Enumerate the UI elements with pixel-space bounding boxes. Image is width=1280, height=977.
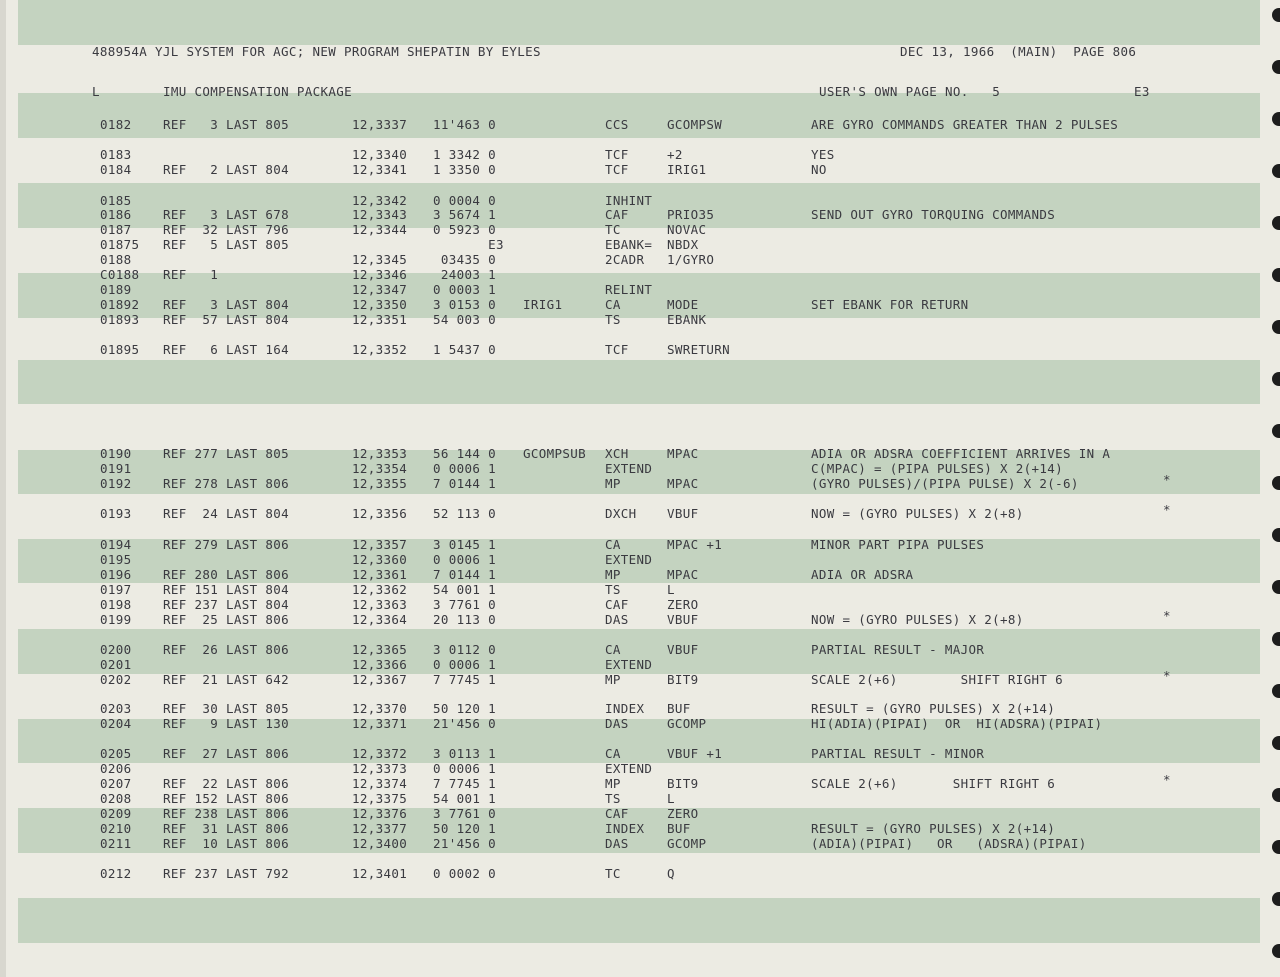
memory-address: 12,3363 <box>352 597 408 612</box>
octal-word: 0 0006 1 <box>433 552 497 567</box>
comment: (GYRO PULSES)/(PIPA PULSE) X 2(-6) <box>811 476 1079 491</box>
change-flag: * <box>1163 608 1171 623</box>
operand: MPAC <box>667 476 699 491</box>
opcode: EBANK= <box>605 237 653 252</box>
location-number: 0200 <box>100 642 132 657</box>
octal-word: 21'456 0 <box>433 836 497 851</box>
octal-word: 7 0144 1 <box>433 567 497 582</box>
opcode: MP <box>605 476 621 491</box>
opcode: CA <box>605 746 621 761</box>
cross-reference: REF 21 LAST 642 <box>163 672 290 687</box>
memory-address: 12,3370 <box>352 701 408 716</box>
opcode: EXTEND <box>605 761 653 776</box>
feed-hole <box>1272 788 1280 802</box>
location-number: 0198 <box>100 597 132 612</box>
location-number: 01892 <box>100 297 140 312</box>
feed-hole <box>1272 944 1280 958</box>
cross-reference: REF 3 LAST 804 <box>163 297 290 312</box>
location-number: 0184 <box>100 162 132 177</box>
opcode: INDEX <box>605 821 645 836</box>
feed-hole <box>1272 216 1280 230</box>
memory-address: 12,3356 <box>352 506 408 521</box>
location-number: 0205 <box>100 746 132 761</box>
memory-address: 12,3344 <box>352 222 408 237</box>
comment: NOW = (GYRO PULSES) X 2(+8) <box>811 506 1024 521</box>
opcode: EXTEND <box>605 657 653 672</box>
opcode: TS <box>605 312 621 327</box>
location-number: 0187 <box>100 222 132 237</box>
cross-reference: REF 151 LAST 804 <box>163 582 290 597</box>
operand: PRIO35 <box>667 207 715 222</box>
operand: IRIG1 <box>667 162 707 177</box>
operand: VBUF +1 <box>667 746 723 761</box>
comment: PARTIAL RESULT - MINOR <box>811 746 985 761</box>
memory-address: 12,3362 <box>352 582 408 597</box>
location-number: 01875 <box>100 237 140 252</box>
feed-hole <box>1272 424 1280 438</box>
location-number: 0203 <box>100 701 132 716</box>
feed-hole <box>1272 840 1280 854</box>
section-code: E3 <box>1134 84 1150 99</box>
cross-reference: REF 10 LAST 806 <box>163 836 290 851</box>
operand: MODE <box>667 297 699 312</box>
location-number: 0190 <box>100 446 132 461</box>
operand: L <box>667 582 675 597</box>
comment: RESULT = (GYRO PULSES) X 2(+14) <box>811 701 1056 716</box>
location-number: 0199 <box>100 612 132 627</box>
location-number: C0188 <box>100 267 140 282</box>
operand: VBUF <box>667 612 699 627</box>
memory-address: 12,3340 <box>352 147 408 162</box>
cross-reference: REF 237 LAST 792 <box>163 866 290 881</box>
greenbar-stripe <box>18 360 1260 404</box>
cross-reference: REF 152 LAST 806 <box>163 791 290 806</box>
octal-word: 0 0006 1 <box>433 657 497 672</box>
location-number: 0186 <box>100 207 132 222</box>
operand: BUF <box>667 821 691 836</box>
change-flag: * <box>1163 772 1171 787</box>
opcode: CAF <box>605 806 629 821</box>
operand: NOVAC <box>667 222 707 237</box>
cross-reference: REF 2 LAST 804 <box>163 162 290 177</box>
opcode: DAS <box>605 836 629 851</box>
label: GCOMPSUB <box>523 446 587 461</box>
octal-word: 20 113 0 <box>433 612 497 627</box>
memory-address: 12,3353 <box>352 446 408 461</box>
octal-word: 03435 0 <box>433 252 497 267</box>
octal-word: 3 7761 0 <box>433 806 497 821</box>
memory-address: 12,3366 <box>352 657 408 672</box>
operand: Q <box>667 866 675 881</box>
cross-reference: REF 32 LAST 796 <box>163 222 290 237</box>
feed-hole <box>1272 164 1280 178</box>
location-number: 0202 <box>100 672 132 687</box>
memory-address: 12,3351 <box>352 312 408 327</box>
cross-reference: REF 57 LAST 804 <box>163 312 290 327</box>
operand: GCOMP <box>667 836 707 851</box>
cross-reference: REF 280 LAST 806 <box>163 567 290 582</box>
cross-reference: REF 277 LAST 805 <box>163 446 290 461</box>
location-number: 0182 <box>100 117 132 132</box>
cross-reference: REF 3 LAST 805 <box>163 117 290 132</box>
memory-address: 12,3376 <box>352 806 408 821</box>
location-number: 0204 <box>100 716 132 731</box>
cross-reference: REF 22 LAST 806 <box>163 776 290 791</box>
location-number: 0192 <box>100 476 132 491</box>
cross-reference: REF 6 LAST 164 <box>163 342 290 357</box>
opcode: CA <box>605 537 621 552</box>
comment: ADIA OR ADSRA <box>811 567 914 582</box>
location-number: 0188 <box>100 252 132 267</box>
comment: (ADIA)(PIPAI) OR (ADSRA)(PIPAI) <box>811 836 1087 851</box>
comment: ADIA OR ADSRA COEFFICIENT ARRIVES IN A <box>811 446 1111 461</box>
opcode: MP <box>605 776 621 791</box>
location-number: 0197 <box>100 582 132 597</box>
octal-word: 0 0002 0 <box>433 866 497 881</box>
operand: MPAC <box>667 446 699 461</box>
operand: BUF <box>667 701 691 716</box>
location-number: 01895 <box>100 342 140 357</box>
users-page-number: USER'S OWN PAGE NO. 5 <box>819 84 1001 99</box>
comment: ARE GYRO COMMANDS GREATER THAN 2 PULSES <box>811 117 1119 132</box>
feed-hole <box>1272 320 1280 334</box>
operand: ZERO <box>667 806 699 821</box>
memory-address: 12,3373 <box>352 761 408 776</box>
memory-address: 12,3347 <box>352 282 408 297</box>
location-number: 0211 <box>100 836 132 851</box>
octal-word: 0 0006 1 <box>433 461 497 476</box>
opcode: TS <box>605 582 621 597</box>
opcode: 2CADR <box>605 252 645 267</box>
cross-reference: REF 5 LAST 805 <box>163 237 290 252</box>
octal-word: 1 5437 0 <box>433 342 497 357</box>
operand: ZERO <box>667 597 699 612</box>
operand: 1/GYRO <box>667 252 715 267</box>
location-number: 0207 <box>100 776 132 791</box>
octal-word: 56 144 0 <box>433 446 497 461</box>
greenbar-stripe <box>18 898 1260 943</box>
memory-address: 12,3337 <box>352 117 408 132</box>
section-title: IMU COMPENSATION PACKAGE <box>163 84 353 99</box>
page-edge <box>0 0 6 977</box>
location-number: 01893 <box>100 312 140 327</box>
cross-reference: REF 9 LAST 130 <box>163 716 290 731</box>
change-flag: * <box>1163 502 1171 517</box>
label: IRIG1 <box>523 297 563 312</box>
change-flag: * <box>1163 472 1171 487</box>
cross-reference: REF 24 LAST 804 <box>163 506 290 521</box>
cross-reference: REF 31 LAST 806 <box>163 821 290 836</box>
opcode: CAF <box>605 207 629 222</box>
opcode: DXCH <box>605 506 637 521</box>
cross-reference: REF 30 LAST 805 <box>163 701 290 716</box>
memory-address: 12,3365 <box>352 642 408 657</box>
location-number: 0189 <box>100 282 132 297</box>
memory-address: 12,3374 <box>352 776 408 791</box>
octal-word: 50 120 1 <box>433 701 497 716</box>
feed-hole <box>1272 736 1280 750</box>
comment: C(MPAC) = (PIPA PULSES) X 2(+14) <box>811 461 1064 476</box>
memory-address: 12,3341 <box>352 162 408 177</box>
memory-address: 12,3357 <box>352 537 408 552</box>
greenbar-stripe <box>18 0 1260 45</box>
location-number: 0194 <box>100 537 132 552</box>
feed-hole <box>1272 632 1280 646</box>
opcode: INDEX <box>605 701 645 716</box>
cross-reference: REF 1 <box>163 267 219 282</box>
listing-flag: L <box>92 84 100 99</box>
opcode: TC <box>605 222 621 237</box>
opcode: MP <box>605 567 621 582</box>
listing-title: 488954A YJL SYSTEM FOR AGC; NEW PROGRAM SHEPATIN BY EYLES <box>92 44 541 59</box>
operand: NBDX <box>667 237 699 252</box>
feed-hole <box>1272 476 1280 490</box>
memory-address: 12,3346 <box>352 267 408 282</box>
operand: VBUF <box>667 642 699 657</box>
operand: BIT9 <box>667 776 699 791</box>
feed-hole <box>1272 60 1280 74</box>
comment: SCALE 2(+6) SHIFT RIGHT 6 <box>811 672 1064 687</box>
memory-address: 12,3352 <box>352 342 408 357</box>
cross-reference: REF 25 LAST 806 <box>163 612 290 627</box>
comment: SEND OUT GYRO TORQUING COMMANDS <box>811 207 1056 222</box>
comment: PARTIAL RESULT - MAJOR <box>811 642 985 657</box>
comment: MINOR PART PIPA PULSES <box>811 537 985 552</box>
opcode: DAS <box>605 716 629 731</box>
octal-word: 3 7761 0 <box>433 597 497 612</box>
location-number: 0212 <box>100 866 132 881</box>
octal-word: 7 0144 1 <box>433 476 497 491</box>
operand: BIT9 <box>667 672 699 687</box>
octal-word: 0 5923 0 <box>433 222 497 237</box>
opcode: MP <box>605 672 621 687</box>
operand: MPAC <box>667 567 699 582</box>
octal-word: 11'463 0 <box>433 117 497 132</box>
operand: MPAC +1 <box>667 537 723 552</box>
memory-address: 12,3364 <box>352 612 408 627</box>
memory-address: 12,3375 <box>352 791 408 806</box>
location-number: 0208 <box>100 791 132 806</box>
memory-address: 12,3367 <box>352 672 408 687</box>
opcode: CCS <box>605 117 629 132</box>
octal-word: 0 0003 1 <box>433 282 497 297</box>
opcode: INHINT <box>605 193 653 208</box>
octal-word: E3 <box>433 237 504 252</box>
location-number: 0201 <box>100 657 132 672</box>
location-number: 0183 <box>100 147 132 162</box>
octal-word: 3 0113 1 <box>433 746 497 761</box>
opcode: EXTEND <box>605 552 653 567</box>
location-number: 0191 <box>100 461 132 476</box>
feed-hole <box>1272 684 1280 698</box>
cross-reference: REF 279 LAST 806 <box>163 537 290 552</box>
octal-word: 54 001 1 <box>433 791 497 806</box>
memory-address: 12,3360 <box>352 552 408 567</box>
feed-hole <box>1272 8 1280 22</box>
feed-hole <box>1272 580 1280 594</box>
operand: L <box>667 791 675 806</box>
memory-address: 12,3355 <box>352 476 408 491</box>
operand: GCOMP <box>667 716 707 731</box>
opcode: RELINT <box>605 282 653 297</box>
memory-address: 12,3345 <box>352 252 408 267</box>
comment: HI(ADIA)(PIPAI) OR HI(ADSRA)(PIPAI) <box>811 716 1103 731</box>
location-number: 0196 <box>100 567 132 582</box>
opcode: TCF <box>605 162 629 177</box>
opcode: EXTEND <box>605 461 653 476</box>
comment: SCALE 2(+6) SHIFT RIGHT 6 <box>811 776 1056 791</box>
memory-address: 12,3350 <box>352 297 408 312</box>
location-number: 0206 <box>100 761 132 776</box>
memory-address: 12,3354 <box>352 461 408 476</box>
octal-word: 54 003 0 <box>433 312 497 327</box>
octal-word: 21'456 0 <box>433 716 497 731</box>
octal-word: 0 0004 0 <box>433 193 497 208</box>
opcode: TCF <box>605 147 629 162</box>
memory-address: 12,3343 <box>352 207 408 222</box>
location-number: 0193 <box>100 506 132 521</box>
octal-word: 3 5674 1 <box>433 207 497 222</box>
change-flag: * <box>1163 668 1171 683</box>
octal-word: 50 120 1 <box>433 821 497 836</box>
location-number: 0210 <box>100 821 132 836</box>
date-and-page: DEC 13, 1966 (MAIN) PAGE 806 <box>900 44 1137 59</box>
comment: NO <box>811 162 827 177</box>
memory-address: 12,3372 <box>352 746 408 761</box>
memory-address: 12,3401 <box>352 866 408 881</box>
location-number: 0185 <box>100 193 132 208</box>
opcode: TCF <box>605 342 629 357</box>
operand: SWRETURN <box>667 342 731 357</box>
opcode: DAS <box>605 612 629 627</box>
location-number: 0209 <box>100 806 132 821</box>
octal-word: 52 113 0 <box>433 506 497 521</box>
opcode: CA <box>605 297 621 312</box>
comment: NOW = (GYRO PULSES) X 2(+8) <box>811 612 1024 627</box>
octal-word: 54 001 1 <box>433 582 497 597</box>
octal-word: 7 7745 1 <box>433 672 497 687</box>
memory-address: 12,3371 <box>352 716 408 731</box>
location-number: 0195 <box>100 552 132 567</box>
operand: GCOMPSW <box>667 117 723 132</box>
feed-hole <box>1272 112 1280 126</box>
cross-reference: REF 278 LAST 806 <box>163 476 290 491</box>
octal-word: 1 3350 0 <box>433 162 497 177</box>
octal-word: 24003 1 <box>433 267 497 282</box>
opcode: TS <box>605 791 621 806</box>
octal-word: 1 3342 0 <box>433 147 497 162</box>
cross-reference: REF 26 LAST 806 <box>163 642 290 657</box>
feed-hole <box>1272 268 1280 282</box>
comment: SET EBANK FOR RETURN <box>811 297 969 312</box>
memory-address: 12,3342 <box>352 193 408 208</box>
octal-word: 3 0153 0 <box>433 297 497 312</box>
octal-word: 3 0112 0 <box>433 642 497 657</box>
tractor-feed-holes <box>1266 0 1280 977</box>
cross-reference: REF 3 LAST 678 <box>163 207 290 222</box>
feed-hole <box>1272 528 1280 542</box>
memory-address: 12,3400 <box>352 836 408 851</box>
comment: RESULT = (GYRO PULSES) X 2(+14) <box>811 821 1056 836</box>
memory-address: 12,3361 <box>352 567 408 582</box>
feed-hole <box>1272 372 1280 386</box>
octal-word: 7 7745 1 <box>433 776 497 791</box>
opcode: CAF <box>605 597 629 612</box>
comment: YES <box>811 147 835 162</box>
opcode: CA <box>605 642 621 657</box>
octal-word: 0 0006 1 <box>433 761 497 776</box>
memory-address: 12,3377 <box>352 821 408 836</box>
opcode: XCH <box>605 446 629 461</box>
cross-reference: REF 238 LAST 806 <box>163 806 290 821</box>
octal-word: 3 0145 1 <box>433 537 497 552</box>
operand: +2 <box>667 147 683 162</box>
operand: EBANK <box>667 312 707 327</box>
feed-hole <box>1272 892 1280 906</box>
cross-reference: REF 27 LAST 806 <box>163 746 290 761</box>
opcode: TC <box>605 866 621 881</box>
cross-reference: REF 237 LAST 804 <box>163 597 290 612</box>
operand: VBUF <box>667 506 699 521</box>
